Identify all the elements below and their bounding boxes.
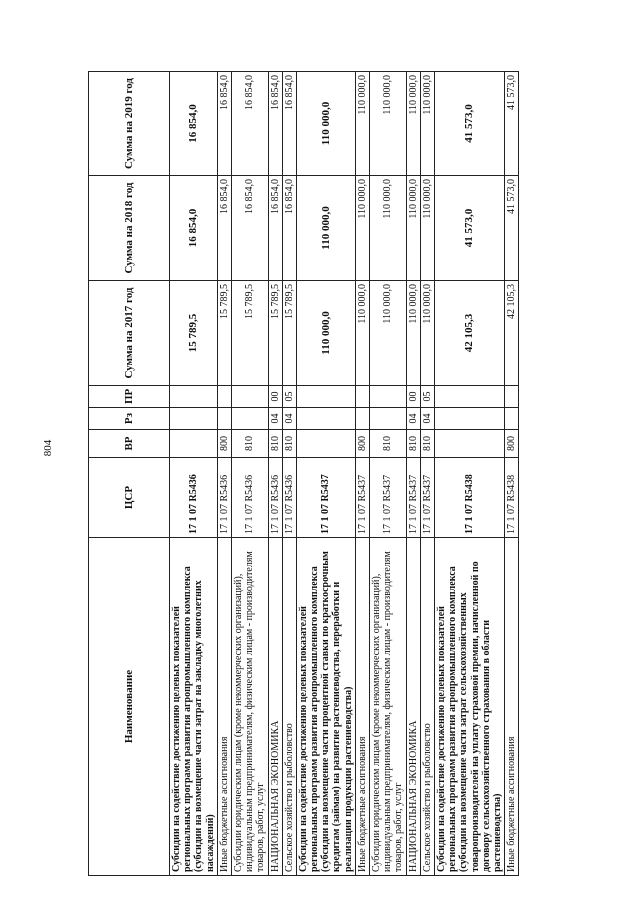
table-cell-rz: 04 [420,408,434,430]
table-cell-rz [231,408,268,430]
table-cell-rz [217,408,231,430]
table-cell-pr: 05 [282,386,296,408]
table-row [282,72,296,876]
table-cell-sum-2019: 16 854,0 [231,72,268,176]
table-cell-pr [370,386,407,408]
header-pr: ПР [89,386,170,408]
table-cell-vr: 810 [282,430,296,458]
table-cell-csr: 17 1 07 R5436 [170,458,218,538]
header-sum-2018: Сумма на 2018 год [89,176,170,281]
header-rz: Рз [89,408,170,430]
table-cell-pr [355,386,369,408]
header-row [89,72,170,876]
table-cell-csr: 17 1 07 R5437 [420,458,434,538]
table-cell-rz: 04 [282,408,296,430]
table-cell-sum-2017: 15 789,5 [268,281,282,386]
table-cell-sum-2018: 110 000,0 [406,176,420,281]
table-cell-vr: 810 [231,430,268,458]
table-cell-name: Субсидии на содействие достижению целевых показателей региональных программ развития агропромышленного комплекса (субсидии на возмещение части затрат сельскохозяйственных товаропроизводителей на уплату страховой премии, начисленной по договору сельскохозяйственного страхования в области растениеводства) [434,538,504,876]
table-cell-sum-2018: 110 000,0 [355,176,369,281]
table-cell-name: Иные бюджетные ассигнования [355,538,369,876]
table-cell-sum-2019: 16 854,0 [170,72,218,176]
table-cell-sum-2017: 110 000,0 [406,281,420,386]
header-sum-2019: Сумма на 2019 год [89,72,170,176]
table-cell-csr: 17 1 07 R5437 [355,458,369,538]
table-cell-rz: 04 [268,408,282,430]
table-cell-csr: 17 1 07 R5436 [231,458,268,538]
table-cell-vr: 800 [217,430,231,458]
table-cell-sum-2018: 16 854,0 [231,176,268,281]
table-row [406,72,420,876]
table-cell-pr: 05 [420,386,434,408]
table-cell-sum-2018: 41 573,0 [434,176,504,281]
table-cell-rz [296,408,355,430]
table-cell-csr: 17 1 07 R5437 [406,458,420,538]
table-row [505,72,519,876]
page-number: 804 [42,439,54,457]
table-cell-pr [231,386,268,408]
table-cell-pr [434,386,504,408]
table-cell-pr [170,386,218,408]
table-cell-vr: 800 [355,430,369,458]
table-cell-rz [370,408,407,430]
table-cell-sum-2017: 110 000,0 [296,281,355,386]
table-cell-rz: 04 [406,408,420,430]
table-cell-name: Субсидии на содействие достижению целевых показателей региональных программ развития агропромышленного комплекса (субсидии на возмещение части процентной ставки по краткосрочным кредитам (займам) на развитие растениеводства, переработки и реализации продукции растениеводства) [296,538,355,876]
budget-table [88,71,519,876]
header-vr: ВР [89,430,170,458]
table-cell-vr [170,430,218,458]
table-row [217,72,231,876]
table-row [296,72,355,876]
header-sum-2017: Сумма на 2017 год [89,281,170,386]
budget-table-rotated [88,72,542,876]
table-cell-sum-2017: 15 789,5 [217,281,231,386]
table-cell-sum-2017: 110 000,0 [420,281,434,386]
table-cell-name: Субсидии юридическим лицам (кроме некоммерческих организаций), индивидуальным предпринимателям, физическим лицам - производителям товаров, работ, услуг [370,538,407,876]
table-cell-sum-2017: 42 105,3 [434,281,504,386]
table-cell-sum-2019: 110 000,0 [296,72,355,176]
table-row [231,72,268,876]
table-cell-csr: 17 1 07 R5437 [296,458,355,538]
table-body [170,72,519,876]
table-cell-sum-2018: 16 854,0 [217,176,231,281]
table-cell-name: Субсидии юридическим лицам (кроме некоммерческих организаций), индивидуальным предпринимателям, физическим лицам - производителям товаров, работ, услуг [231,538,268,876]
table-cell-sum-2019: 41 573,0 [505,72,519,176]
table-cell-sum-2018: 110 000,0 [296,176,355,281]
table-cell-vr: 810 [370,430,407,458]
table-cell-rz [170,408,218,430]
table-cell-rz [434,408,504,430]
table-cell-rz [355,408,369,430]
table-cell-csr: 17 1 07 R5438 [505,458,519,538]
table-cell-name: НАЦИОНАЛЬНАЯ ЭКОНОМИКА [406,538,420,876]
table-cell-name: Иные бюджетные ассигнования [505,538,519,876]
table-row [170,72,218,876]
table-cell-vr: 810 [406,430,420,458]
table-cell-name: Сельское хозяйство и рыболовство [282,538,296,876]
table-cell-sum-2019: 16 854,0 [282,72,296,176]
table-cell-csr: 17 1 07 R5436 [268,458,282,538]
table-cell-sum-2019: 16 854,0 [217,72,231,176]
table-row [420,72,434,876]
table-cell-vr: 800 [505,430,519,458]
header-csr: ЦСР [89,458,170,538]
table-cell-vr: 810 [420,430,434,458]
table-cell-sum-2018: 16 854,0 [282,176,296,281]
table-cell-sum-2017: 110 000,0 [370,281,407,386]
table-cell-csr: 17 1 07 R5436 [282,458,296,538]
table-cell-sum-2018: 16 854,0 [170,176,218,281]
table-cell-name: НАЦИОНАЛЬНАЯ ЭКОНОМИКА [268,538,282,876]
table-cell-sum-2019: 16 854,0 [268,72,282,176]
table-cell-name: Иные бюджетные ассигнования [217,538,231,876]
table-cell-csr: 17 1 07 R5437 [370,458,407,538]
table-cell-vr [296,430,355,458]
table-cell-pr: 00 [268,386,282,408]
table-cell-rz [505,408,519,430]
table-row [370,72,407,876]
table-cell-sum-2019: 41 573,0 [434,72,504,176]
table-cell-pr [505,386,519,408]
table-cell-csr: 17 1 07 R5438 [434,458,504,538]
table-cell-name: Сельское хозяйство и рыболовство [420,538,434,876]
table-cell-sum-2018: 110 000,0 [420,176,434,281]
table-cell-csr: 17 1 07 R5436 [217,458,231,538]
table-cell-sum-2019: 110 000,0 [355,72,369,176]
table-cell-sum-2017: 110 000,0 [355,281,369,386]
table-cell-sum-2017: 15 789,5 [170,281,218,386]
table-cell-pr [217,386,231,408]
table-cell-sum-2018: 110 000,0 [370,176,407,281]
table-cell-sum-2019: 110 000,0 [370,72,407,176]
table-row [434,72,504,876]
table-cell-sum-2017: 15 789,5 [231,281,268,386]
table-cell-vr [434,430,504,458]
table-row [268,72,282,876]
table-cell-sum-2018: 41 573,0 [505,176,519,281]
table-cell-sum-2019: 110 000,0 [420,72,434,176]
header-name: Наименование [89,538,170,876]
table-cell-pr [296,386,355,408]
table-cell-sum-2019: 110 000,0 [406,72,420,176]
table-cell-vr: 810 [268,430,282,458]
table-cell-pr: 00 [406,386,420,408]
table-cell-sum-2018: 16 854,0 [268,176,282,281]
table-cell-name: Субсидии на содействие достижению целевых показателей региональных программ развития агропромышленного комплекса (субсидии на возмещение части затрат на закладку многолетних насаждений) [170,538,218,876]
table-cell-sum-2017: 42 105,3 [505,281,519,386]
table-cell-sum-2017: 15 789,5 [282,281,296,386]
table-row [355,72,369,876]
